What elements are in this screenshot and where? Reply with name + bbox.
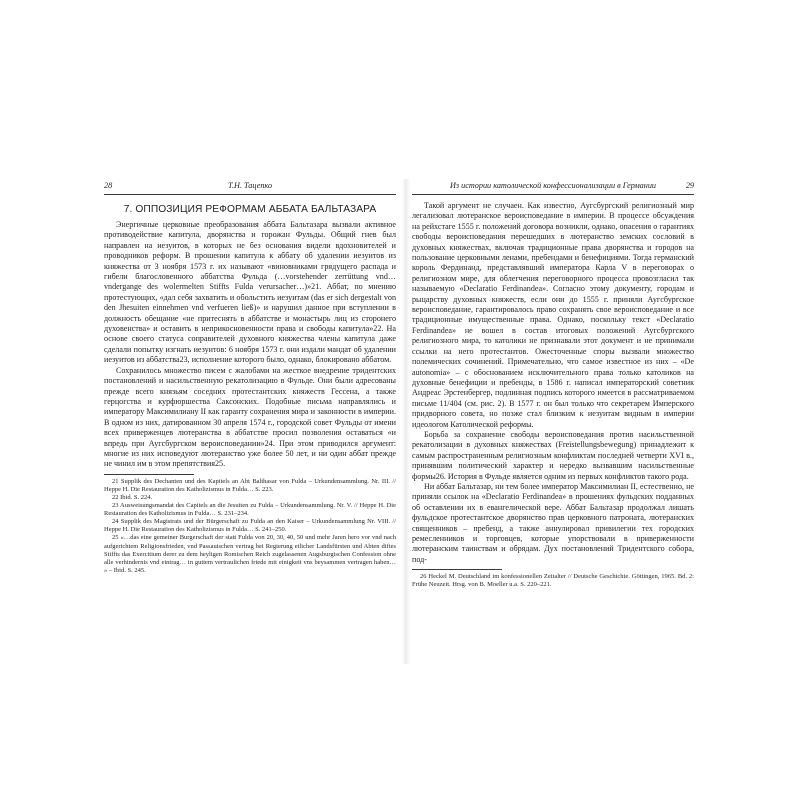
- footnote: 21 Supplik des Dechanten und des Kapitels an Abt Balthasar von Fulda – Urkundensammlung. Nr. III. // Heppe H. Die Restauration des Katholizismus in Fulda… S. 223.: [104, 477, 396, 493]
- running-head-title: Из истории католической конфессионализации в Германии: [449, 181, 657, 190]
- footnote-rule: [412, 569, 502, 570]
- running-head-right: [412, 179, 694, 195]
- footnote: 23 Ausweisungsmandat des Capitels an die Jesuiten zu Fulda – Urkundensammlung. Nr. V. // Heppe H. Die Restauration des Katholizismus in Fulda… S. 231–234.: [104, 502, 396, 518]
- footnote-rule: [104, 474, 194, 475]
- footnotes-right: [412, 573, 694, 589]
- footnotes-left: [104, 478, 396, 575]
- left-page: [104, 179, 396, 664]
- page-number-right: 29: [685, 181, 694, 190]
- footnote: 26 Heckel M. Deutschland im konfessionellen Zeitalter // Deutsche Geschichte. Göttingen, 1965. Bd. 2: Frühe Neuzeit. Hrsg. von B. Moeller u.a. S. 220–221.: [412, 573, 694, 589]
- running-head-left: [104, 179, 396, 195]
- body-text-right: [412, 201, 694, 565]
- paragraph: Сохранилось множество писем с жалобами на жесткое внедрение тридентских постановлений и насильственную рекатолизацию в Фульде. Они были адресованы прежде всего князьям соседних протестантских княжеств Гессена, а также герцогства и курфюршества Саксонских. Подобные письма направлялись и императору Максимилиану II как гаранту сохранения мира и законности в империи. В одном из них, датированном 30 апреля 1574 г., городской совет Фульды от имени всех приверженцев лютеранства в аббатстве просил позволения оставаться «и впредь при Аугсбургском вероисповедании»24. При этом приводился аргумент: многие из них исповедуют лютеранство уже более 50 лет, и ни один аббат прежде не чинил им в этом препятствия25.: [104, 365, 396, 469]
- paragraph: Такой аргумент не случаен. Как известно, Аугсбургский религиозный мир легализовал лютеранское вероисповедание в империи. В процессе обсуждения на рейхстаге 1555 г. положений договора возникли, однако, опасения о гарантиях свободы вероисповедания перешедших в лютеранство земских сословий в духовных княжествах, включая традиционные права дворянства и городов на пользование церковными ленами, пребендами и бенефициями. Тогда германский король Фердинанд, представлявший императора Карла V в переговорах о религиозном мире, для облегчения переговорного процесса провозгласил так называемую «Declaratio Ferdinandea». Согласно этому документу, городам и рыцарству духовных княжеств, если они до 1555 г. приняли Аугсбургское вероисповедание, гарантировалось право сохранять свое вероисповедание и все традиционные имущественные права. Однако, поскольку текст «Declaratio Ferdinandea» не вошел в состав итоговых положений Аугсбургского религиозного мира, то католики не признавали этот документ и не принимали ссылки на него протестантов. Ожесточенные споры вызвали множество полемических сочинений. Примечательно, что самое известное из них – «De autonomia» – с обоснованием исключительного права только католиков на духовные бенефиции и пребенды, в 1586 г. написал императорский советник Андреас Эрстенбергер, подлинная подпись которого имеется в рассматриваемом письме 11/404 (см. рис. 2). В 1577 г. он был только что секретарем Имперского придворного совета, но позже стал близким к иезуитам видным в империи идеологом Католической реформы.: [412, 201, 694, 429]
- right-page: [412, 179, 694, 664]
- page-number-left: 28: [104, 181, 113, 190]
- section-heading: 7. ОППОЗИЦИЯ РЕФОРМАМ АББАТА БАЛЬТАЗАРА: [123, 204, 377, 215]
- body-text-left: [104, 220, 396, 470]
- footnote: 24 Supplik des Magistrats und der Bürgerschaft zu Fulda an den Kaiser – Urkundensammlung Nr. VIII. // Heppe H. Die Restauration des Katholizismus in Fulda… S. 241–250.: [104, 518, 396, 534]
- footnote: 25 «…das eine gemeiner Burgerschaft der statt Fulda von 20, 30, 40, 50 und mehr Jaren hero vor vnd nach aufgerichtem Religionsfrieden, vnd Passauischen vertrag bei Regierung etlicher Landsfürsten und Abten diftes Stiffts das Exercitium derer zu dem heyligen Romischen Reich zugelassenen Augsburgischen Confession ohne alle verhindernis vnd eintrag… in guttem vertraulichen friede mit einigkeit vns beysammen vertragen haben… » – Ibid. S. 245.: [104, 534, 396, 574]
- paragraph: Ни аббат Бальтазар, ни тем более император Максимилиан II, естественно, не приняли ссылок на «Declaratio Ferdinandea» в прошениях фульдских подданных об оставлении их в евангелической вере. Аббат Бальтазар продолжал лишать фульдское протестантское дворянство прав церковного патроната, лютеранских священников – пребенд, а также аннулировал привилегии тех городских ремесленников и торговцев, которые упорствовали в приверженности лютеранским таинствам и обрядам. Дух постановлений Тридентского собора, под-: [412, 481, 694, 564]
- running-head-author: Т.Н. Тацепко: [227, 181, 273, 190]
- paragraph: Борьба за сохранение свободы вероисповедания против насильственной рекатолизации в духовных княжествах (Freistellungsbewegung) принадлежит к самым распространенным религиозным конфликтам последней четверти XVI в., принявшим политический характер и нередко вызвавшим насильственные формы26. История в Фульде является одним из первых конфликтов такого рода.: [412, 429, 694, 481]
- book-gutter: [402, 179, 410, 664]
- paragraph: Энергичные церковные преобразования аббата Бальтазара вызвали активное противодействие капитула, дворянства и горожан Фульды. Общий гнев был направлен на иезуитов, в которых не без основания видели вдохновителей и проводников реформ. В прошении капитула к аббату об удалении иезуитов из княжества от 3 ноября 1573 г. их называют «виновниками грядущего распада и гибели благословенного аббатства Фульда (…vorstehender zerrüttung vnd… vndergange des wolermelten Stiffts Fulda verursacher…)»21. Аббат, по мнению протестующих, «дал себя захватить и обольстить иезуитам (das er sich dergestalt von den Jhesuiten einnehmen vnd verfueren ließ)» и нарушил данное при вступлении в должность обещание «не притеснять в аббатстве и монастырь лиц из сторонего духовенства» и оставить в неприкосновенности права и свободы капитула»22. На основе своего статуса соправителей духовного княжества члены капитула даже сделали попытку изгнать иезуитов: 6 ноября 1573 г. они издали мандат об удалении иезуитов из аббатства23, исполнение которого было, однако, блокировано аббатом.: [104, 220, 396, 365]
- footnote: 22 Ibid. S. 224.: [112, 493, 153, 501]
